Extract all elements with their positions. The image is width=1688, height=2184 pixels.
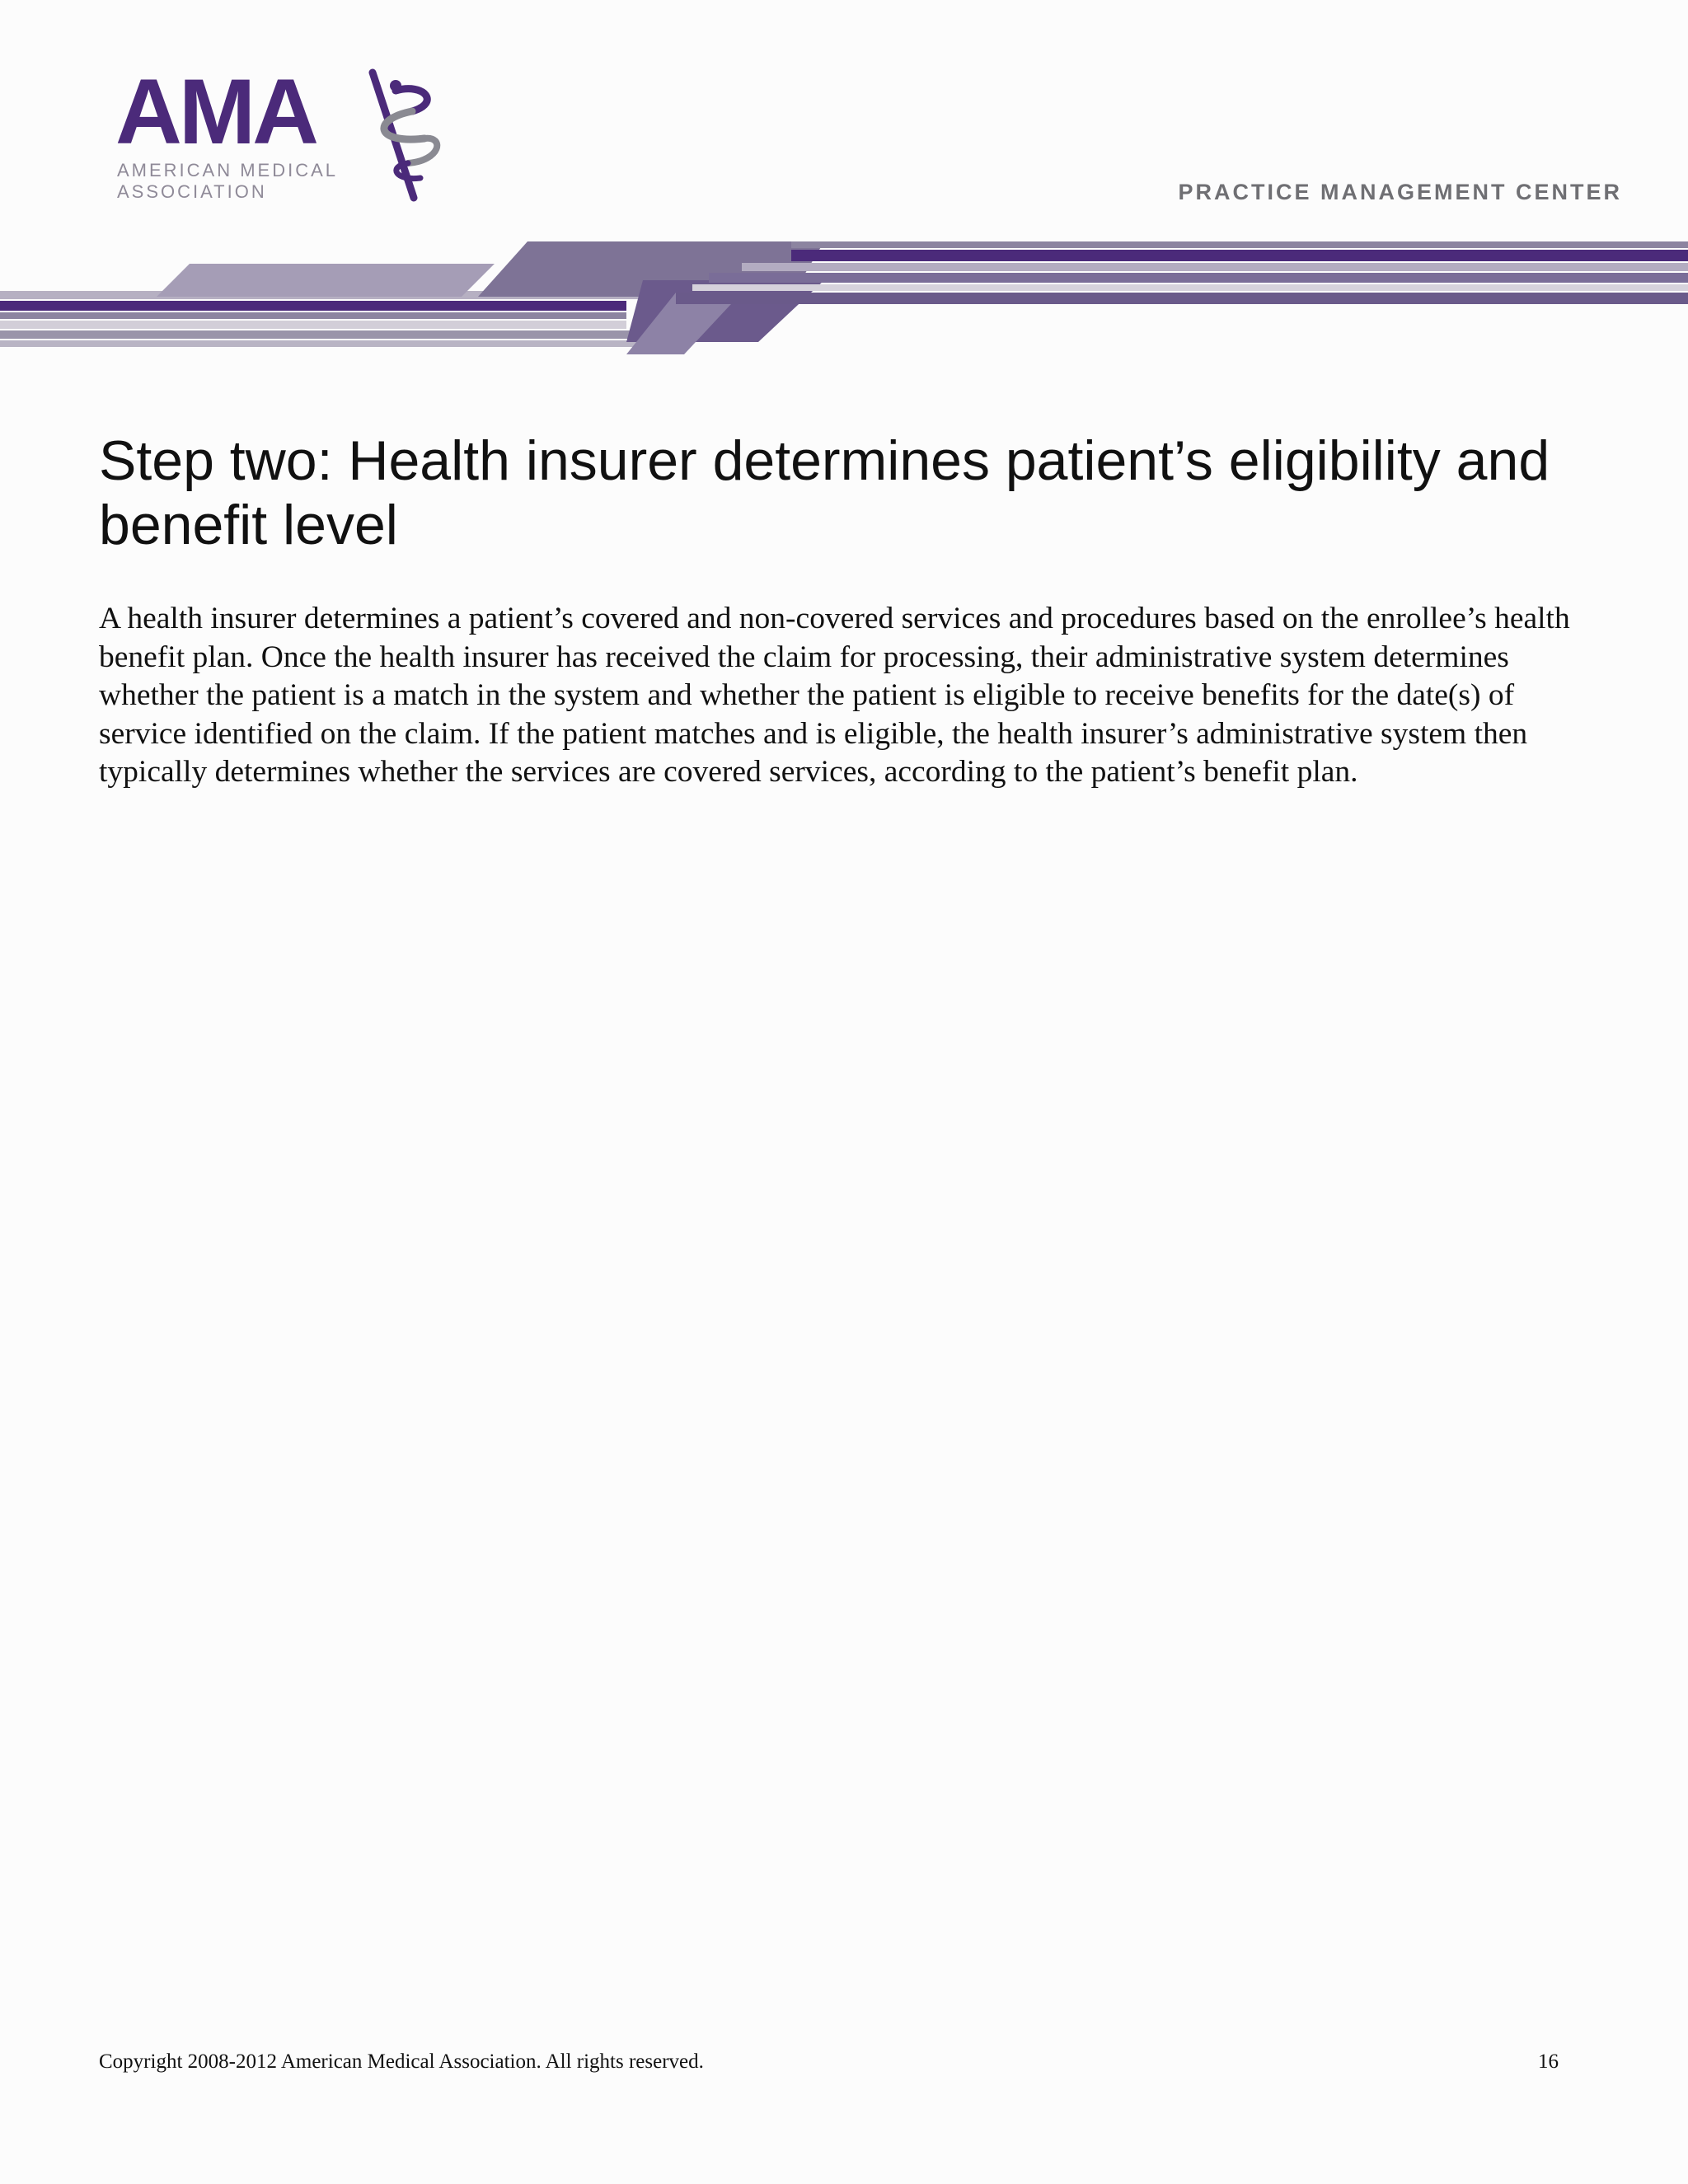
header-banner-stripes <box>0 235 1688 359</box>
main-content <box>99 429 1599 792</box>
caduceus-staff-icon <box>363 66 453 206</box>
logo-subtitle-line-1: AMERICAN MEDICAL <box>117 160 339 180</box>
page-header <box>0 0 1688 363</box>
practice-management-center-label: PRACTICE MANAGEMENT CENTER <box>1178 180 1622 204</box>
logo-wordmark: AMA <box>115 60 316 163</box>
body-paragraph: A health insurer determines a patient’s covered and non-covered services and procedures based on the enrollee’s health benefit plan. Once the health insurer has received the claim for processing, their administrative system determines whether the patient is a match in the system and whether the patient is eligible to receive benefits for the date(s) of service identified on the claim. If the patient matches and is eligible, the health insurer’s administrative system then typically determines whether the services are covered services, according to the patient’s benefit plan. <box>99 602 1570 789</box>
page-number: 16 <box>1538 2050 1559 2073</box>
ama-logo <box>115 60 429 206</box>
logo-subtitle-line-2: ASSOCIATION <box>117 181 267 202</box>
footer-copyright: Copyright 2008-2012 American Medical Association. All rights reserved. <box>99 2050 704 2073</box>
page-title: Step two: Health insurer determines patient’s eligibility and benefit level <box>99 429 1550 556</box>
